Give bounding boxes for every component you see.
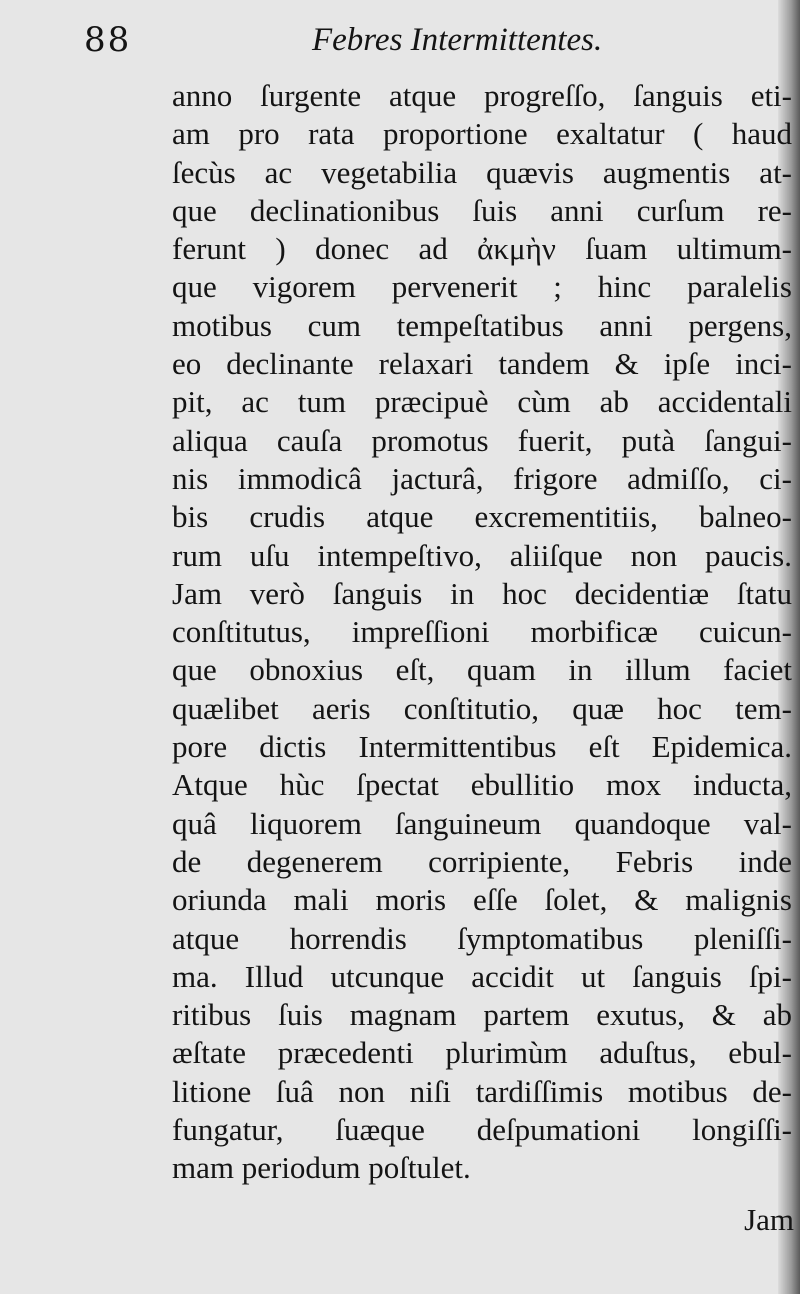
text-line: anno ſurgente atque progreſſo, ſanguis eti- (172, 78, 792, 113)
body-text (172, 77, 792, 1188)
text-line: fungatur, ſuæque deſpumationi longiſſi- (172, 1112, 792, 1148)
text-line: rum uſu intempeſtivo, aliiſque non paucis. (172, 537, 792, 573)
text-line: quâ liquorem ſanguineum quandoque val- (172, 805, 792, 841)
text-line-last: mam periodum poſtulet. (172, 1150, 471, 1186)
text-line: aliqua cauſa promotus fuerit, putà ſangui- (172, 422, 792, 458)
text-line: ritibus ſuis magnam partem exutus, & ab (172, 997, 792, 1033)
catchword: Jam (744, 1202, 794, 1237)
text-line: que declinationibus ſuis anni curſum re- (172, 192, 792, 228)
text-line: ſecùs ac vegetabilia quævis augmentis at- (172, 154, 792, 190)
text-line: conſtitutus, impreſſioni morbificæ cuicun- (172, 614, 792, 650)
text-line: bis crudis atque excrementitiis, balneo- (172, 499, 792, 535)
text-line: ferunt ) donec ad ἀκμὴν ſuam ultimum- (172, 231, 792, 267)
text-line: quælibet aeris conſtitutio, quæ hoc tem- (172, 690, 792, 726)
text-line: ma. Illud utcunque accidit ut ſanguis ſpi- (172, 958, 792, 994)
text-line: nis immodicâ jacturâ, frigore admiſſo, ci- (172, 460, 792, 496)
text-line: atque horrendis ſymptomatibus pleniſſi- (172, 920, 792, 956)
text-line: Atque hùc ſpectat ebullitio mox inducta, (172, 767, 792, 803)
page-number: 88 (84, 20, 132, 60)
text-line: oriunda mali moris eſſe ſolet, & malignis (172, 882, 792, 918)
running-head: Febres Intermittentes. (312, 22, 603, 58)
text-line: æſtate præcedenti plurimùm aduſtus, ebul- (172, 1035, 792, 1071)
text-line: eo declinante relaxari tandem & ipſe inci- (172, 346, 792, 382)
text-line: litione ſuâ non niſi tardiſſimis motibus de- (172, 1073, 792, 1109)
text-line: Jam verò ſanguis in hoc decidentiæ ſtatu (172, 575, 792, 611)
text-line: que obnoxius eſt, quam in illum faciet (172, 652, 792, 688)
text-line: pit, ac tum præcipuè cùm ab accidentali (172, 384, 792, 420)
text-line: de degenerem corripiente, Febris inde (172, 843, 792, 879)
text-line: que vigorem pervenerit ; hinc paralelis (172, 269, 792, 305)
text-line: am pro rata proportione exaltatur ( haud (172, 116, 792, 152)
page-header (0, 18, 800, 68)
text-line: pore dictis Intermittentibus eſt Epidemica. (172, 729, 792, 765)
text-line: motibus cum tempeſtatibus anni pergens, (172, 307, 792, 343)
